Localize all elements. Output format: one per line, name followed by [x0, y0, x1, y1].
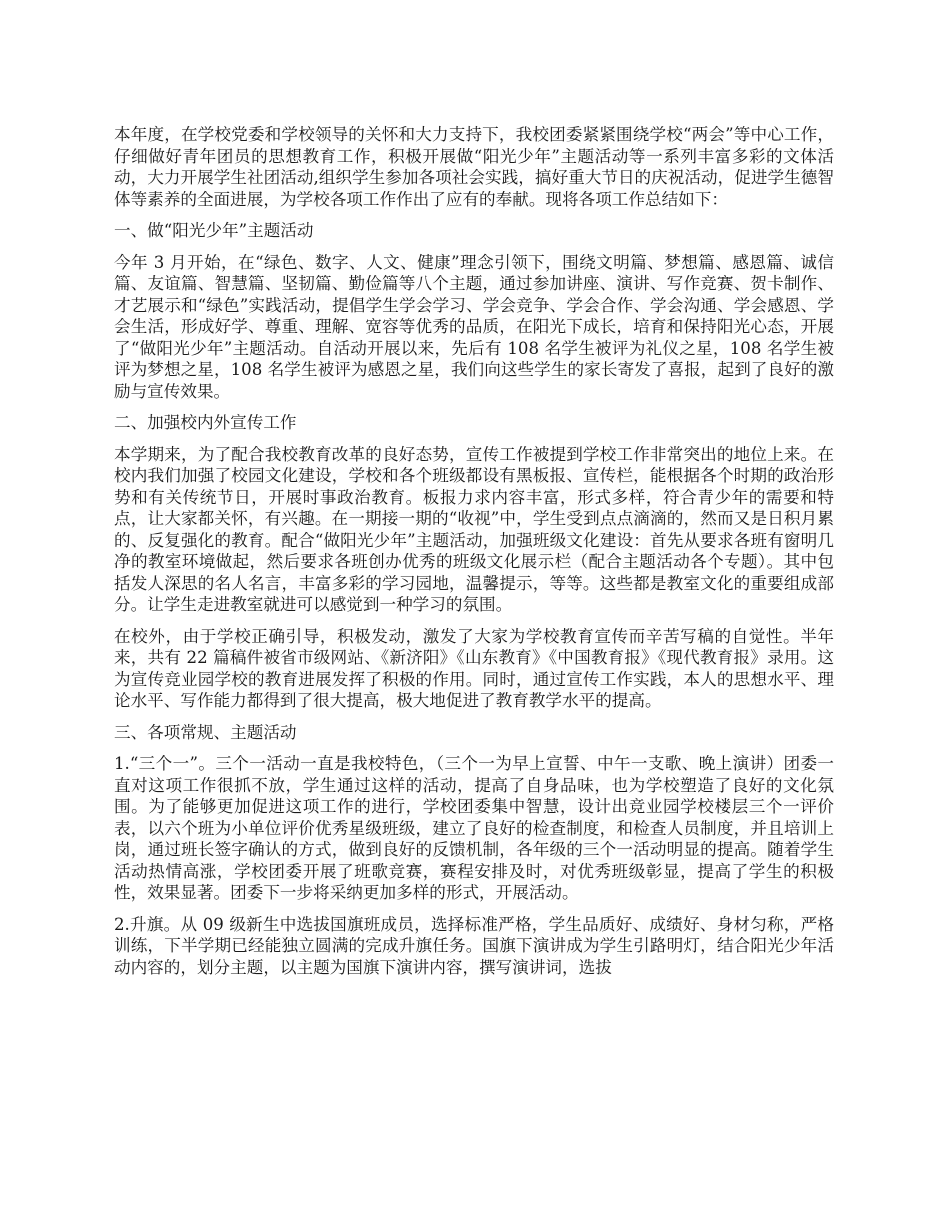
sunshine-youth-paragraph: 今年 3 月开始，在“绿色、数字、人文、健康”理念引领下，围绕文明篇、梦想篇、感恩篇、诚信篇、友谊篇、智慧篇、坚韧篇、勤俭篇等八个主题，通过参加讲座、演讲、写作竞赛、贺卡制作、才艺展示和“绿色”实践活动，提倡学生学会学习、学会竞争、学会合作、学会沟通、学会感恩、学会生活，形成好学、尊重、理解、宽容等优秀的品质，在阳光下成长，培育和保持阳光心态，开展了“做阳光少年”主题活动。自活动开展以来，先后有 108 名学生被评为礼仪之星，108 名学生被评为梦想之星，108 名学生被评为感恩之星，我们向这些学生的家长寄发了喜报，起到了良好的激励与宣传效果。	[114, 252, 834, 401]
intro-paragraph: 本年度，在学校党委和学校领导的关怀和大力支持下，我校团委紧紧围绕学校“两会”等中心工作，仔细做好青年团员的思想教育工作，积极开展做“阳光少年”主题活动等一系列丰富多彩的文体活动，大力开展学生社团活动,组织学生参加各项社会实践，搞好重大节日的庆祝活动，促进学生德智体等素养的全面进展，为学校各项工作作出了应有的奉献。现将各项工作总结如下：	[114, 125, 834, 209]
section-heading-routine-activities: 三、各项常规、主题活动	[114, 722, 297, 742]
document-page	[114, 124, 834, 988]
three-ones-paragraph: 1.“三个一”。三个一活动一直是我校特色，（三个一为早上宣誓、中午一支歌、晚上演讲）团委一直对这项工作很抓不放，学生通过这样的活动，提高了自身品味，也为学校塑造了良好的文化氛围。为了能够更加促进这项工作的进行，学校团委集中智慧，设计出竞业园学校楼层三个一评价表，以六个班为小单位评价优秀星级班级，建立了良好的检查制度，和检查人员制度，并且培训上岗，通过班长签字确认的方式，做到良好的反馈机制，各年级的三个一活动明显的提高。随着学生活动热情高涨，学校团委开展了班歌竞赛，赛程安排及时，对优秀班级彰显，提高了学生的积极性，效果显著。团委下一步将采纳更加多样的形式，开展活动。	[114, 754, 834, 902]
publicity-external-paragraph: 在校外，由于学校正确引导，积极发动，激发了大家为学校教育宣传而辛苦写稿的自觉性。半年来，共有 22 篇稿件被省市级网站、《新济阳》《山东教育》《中国教育报》《现代教育报》录用。这为宣传竞业园学校的教育进展发挥了积极的作用。同时，通过宣传工作实践，本人的思想水平、理论水平、写作能力都得到了很大提高，极大地促进了教育教学水平的提高。	[114, 626, 834, 710]
publicity-internal-paragraph: 本学期来，为了配合我校教育改革的良好态势，宣传工作被提到学校工作非常突出的地位上来。在校内我们加强了校园文化建设，学校和各个班级都设有黑板报、宣传栏，能根据各个时期的政治形势和有关传统节日，开展时事政治教育。板报力求内容丰富，形式多样，符合青少年的需要和特点，让大家都关怀，有兴趣。在一期接一期的“收视”中，学生受到点点滴滴的，然而又是日积月累的、反复强化的教育。配合“做阳光少年”主题活动，加强班级文化建设：首先从要求各班有窗明几净的教室环境做起，然后要求各班创办优秀的班级文化展示栏（配合主题活动各个专题）。其中包括发人深思的名人名言，丰富多彩的学习园地，温馨提示，等等。这些都是教室文化的重要组成部分。让学生走进教室就进可以感觉到一种学习的氛围。	[114, 444, 834, 614]
flag-raising-paragraph: 2.升旗。从 09 级新生中选拔国旗班成员，选择标准严格，学生品质好、成绩好、身材匀称，严格训练，下半学期已经能独立圆满的完成升旗任务。国旗下演讲成为学生引路明灯，结合阳光少年活动内容的，划分主题，以主题为国旗下演讲内容，撰写演讲词，选拔	[114, 914, 834, 977]
section-heading-sunshine-youth: 一、做“阳光少年”主题活动	[114, 221, 314, 240]
section-heading-publicity: 二、加强校内外宣传工作	[114, 413, 297, 432]
